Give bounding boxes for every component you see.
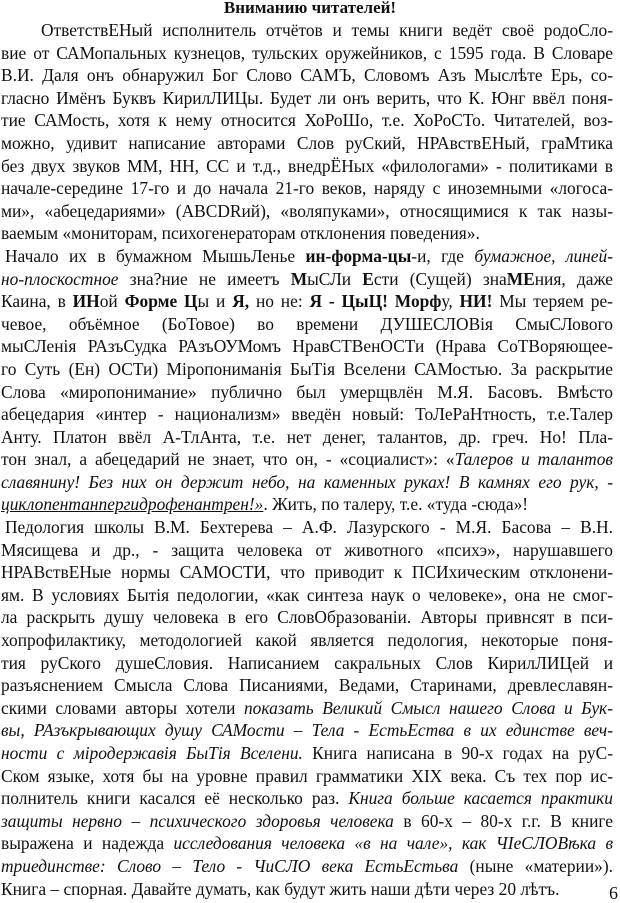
text-line — [1, 87, 613, 110]
text-line — [1, 652, 613, 675]
text-run: показать Великий Смысл нашего Слова и Бук- — [243, 697, 613, 718]
text-run: можно, удивит написание авторами Слов руСкий, НРАвствЕНый, граМтика — [1, 132, 613, 153]
text-run: гласно Имёнъ Буквъ КирилЛИЦы. Будет ли онъ верить, что К. Юнг ввёл поня- — [1, 87, 613, 108]
text-run: полнитель книги касался её несколько раз. — [1, 788, 349, 809]
text-line — [1, 878, 613, 901]
text-run: тон знал, а абецедарий не знает, что он, - «социалист»: « — [1, 449, 455, 470]
page-number: 6 — [609, 883, 618, 903]
text-line — [1, 313, 613, 336]
text-line — [1, 109, 613, 132]
text-run: МЕ — [506, 268, 535, 289]
text-run: Ском языке, хотя бы на уровне правил грамматики XIX века. Съ тех пор ис- — [1, 765, 613, 786]
text-run: мыСЛенія РАзъСудка РАзъОУМомъ НравСТВенОСТи (Нрава СоТВоряющее- — [1, 336, 613, 357]
text-run: сти (Сущей) зна — [373, 268, 507, 289]
text-run: М — [290, 268, 308, 289]
text-run: выражена и надежда — [1, 833, 174, 854]
text-run: ОтветствЕНый исполнитель отчётов и темы книги ведёт своё родоСло- — [41, 20, 613, 40]
text-line — [1, 810, 613, 833]
text-run: вие от САМопальных кузнецов, тульских оружейников, с 1595 года. В Словаре — [1, 42, 613, 63]
text-line — [1, 155, 613, 178]
text-line — [1, 132, 613, 155]
text-run: Слова «миропонимание» публично был умерщвлён М.Я. Басовъ. Вмѣсто — [1, 381, 613, 402]
text-line — [1, 629, 613, 652]
text-run: НИ! — [459, 291, 493, 312]
text-run: абецедария «интер - национализм» введён новый: ТоЛеРаНтность, т.е.Талер — [1, 404, 613, 425]
text-line — [1, 765, 613, 788]
text-run: Анту. Платон ввёл А-ТлАнта, т.е. нет денег, талантов, др. греч. Но! Пла- — [1, 426, 613, 447]
text-run: зна?ние не имеетъ — [118, 268, 291, 289]
text-run: Каина, в — [1, 291, 73, 312]
text-line — [1, 177, 613, 200]
text-run: НРАВствЕНые нормы САМОСТИ, что приводит к ПСИхическим отклонени- — [1, 562, 613, 583]
text-run: В.И. Даля онъ обнаружил Бог Слово САМЪ, Словомъ Азъ Мыслѣте Ерь, со- — [1, 65, 613, 86]
text-line — [1, 471, 613, 494]
text-run: ваемым «мониторам, психогенераторам отклонения поведения». — [1, 223, 480, 244]
text-run: но не: — [249, 291, 310, 312]
text-line — [1, 358, 613, 381]
text-run: ния, даже — [534, 268, 613, 289]
text-run: Книга больше касается практики — [348, 788, 613, 809]
text-line — [1, 335, 613, 358]
text-run: ности с міродержавія БыТія Вселени. — [1, 743, 303, 763]
text-line — [1, 606, 613, 629]
text-run: Начало их в бумажном МышьЛенье — [5, 245, 306, 266]
text-line — [1, 697, 613, 720]
text-run: Мясищева и др., - защита человека от животного «психэ», нарушавшего — [1, 539, 613, 560]
text-run: Е — [362, 268, 374, 289]
document-body — [1, 19, 613, 900]
text-run: триединстве: Слово – Тело - ЧиСЛО века ЕстьЕстьва — [1, 855, 459, 876]
text-run: ми», «абецедариями» (ABCDRий), «воляпуками», относящимися к так назы- — [1, 200, 613, 221]
text-line — [1, 268, 613, 291]
text-line — [1, 855, 613, 878]
page-heading: Вниманию читателей! — [223, 0, 397, 17]
text-line — [1, 403, 613, 426]
text-line — [1, 245, 613, 268]
text-run: но-плоскостное — [1, 268, 119, 289]
text-line — [1, 539, 613, 562]
text-line — [1, 42, 613, 65]
text-run: ой — [99, 291, 125, 312]
text-line — [1, 290, 613, 313]
text-run: славянину! Без них он держит небо, на каменных руках! В камнях его рук, - — [1, 471, 613, 492]
text-run: Мы теряем ре- — [492, 291, 613, 312]
text-line — [1, 200, 613, 223]
text-run: ы и — [197, 291, 233, 312]
text-run: защиты нервно – психического здоровья человека — [1, 810, 394, 831]
text-run: хопрофилактику, методологией какой является педология, некоторые поня- — [1, 630, 613, 651]
text-run: чевое, объёмное (БоТовое) во времени ДУШЕСЛОВія СмыСЛового — [1, 313, 613, 334]
text-line — [1, 787, 613, 810]
text-line — [1, 584, 613, 607]
text-run: го Суть (Ен) ОСТи) Міропониманія БыТія Вселени САМостью. За раскрытие — [1, 358, 613, 379]
text-run: Я - ЦыЦ! Морф — [309, 291, 442, 312]
text-line — [1, 516, 613, 539]
text-run: ла раскрыть душу человека в его СловОбразованіи. Авторы привнсят в пси- — [1, 607, 613, 628]
text-run: ям. В условиях Бытія педологии, «как синтеза наук о человеке», она не смог- — [1, 584, 613, 605]
text-run: Я, — [232, 291, 250, 312]
text-line — [1, 381, 613, 404]
text-run: скими словами авторы хотели — [1, 697, 244, 718]
text-line — [1, 448, 613, 471]
text-line — [1, 64, 613, 87]
text-line — [1, 674, 613, 697]
text-run: Педология школы В.М. Бехтерева – А.Ф. Лазурского - М.Я. Басова – В.Н. — [5, 517, 613, 538]
text-line — [1, 561, 613, 584]
text-run: Книга написана в 90-х годах на руС- — [302, 743, 614, 763]
text-run: ин-форма-цы — [305, 245, 412, 266]
text-line — [1, 719, 613, 742]
text-run: начале-середине 17-го и до начала 21-го веков, наряду с иноземными «логоса- — [1, 178, 613, 199]
text-run: Форме Ц — [124, 291, 198, 312]
text-run: Книга – спорная. Давайте думать, как будут жить наши дѣти через 20 лѣтъ. — [1, 878, 560, 899]
text-run: вы, РАзъкрывающих душу САМости – Тела - ЕстьЕства в их единстве веч- — [1, 720, 613, 741]
text-run: Талеров и талантов — [454, 449, 613, 470]
text-run: без двух звуков ММ, НН, СС и т.д., внедрЁНых «филологами» - политиками в — [1, 155, 613, 176]
text-run: разъяснением Смысла Слова Писаниями, Ведами, Старинами, древлеславян- — [1, 675, 613, 696]
text-run: исследования человека «в на чале», как ЧІеСЛОВѣка в — [173, 833, 613, 854]
text-run: циклопентанпергидрофенантрен!» — [1, 494, 264, 515]
text-line — [1, 222, 613, 245]
text-run: бумажное, линей- — [474, 245, 614, 266]
text-run: ИН — [72, 291, 100, 312]
text-run: -и, где — [411, 245, 475, 266]
text-run: . Жить, по талеру, т.е. «туда -сюда»! — [263, 494, 529, 515]
text-run: в 60-х – 80-х г.г. В книге — [393, 810, 613, 831]
text-run: тия руСкого душеСловия. Написанием сакральных Слов КирилЛИЦей и — [1, 652, 613, 673]
text-line — [1, 493, 613, 516]
text-line — [1, 832, 613, 855]
text-run: (ныне «материи»). — [458, 855, 613, 876]
text-run: тие САМость, хотя к нему относится ХоРоШо, т.е. ХоРоСТо. Читателей, воз- — [1, 110, 613, 131]
text-run: ыСЛи — [307, 268, 363, 289]
text-line — [1, 19, 613, 42]
text-line — [1, 742, 613, 765]
text-run: у, — [441, 291, 460, 312]
text-line — [1, 426, 613, 449]
